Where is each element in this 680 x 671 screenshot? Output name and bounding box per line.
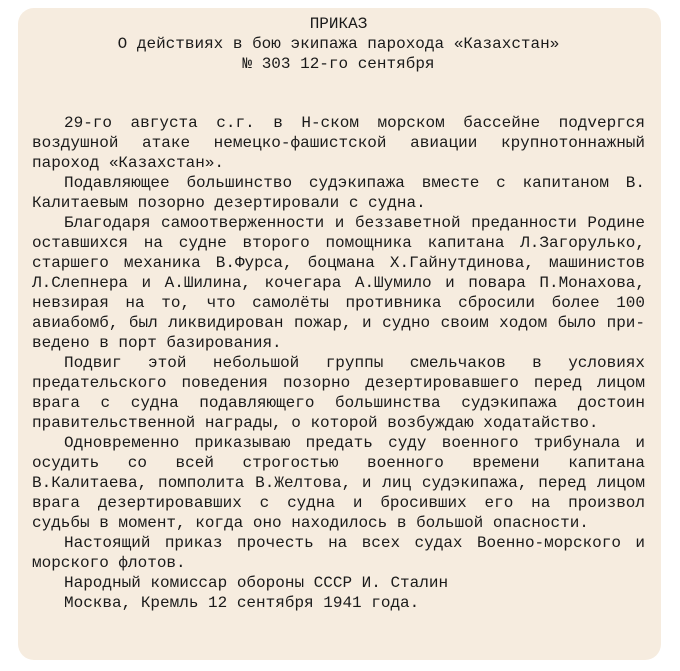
signature-line: Народный комиссар обороны СССР И. Сталин — [64, 574, 449, 592]
document-body — [32, 113, 645, 613]
paragraph-announce: Настоящий приказ прочесть на всех судах Военно-морского и морского флотов. — [32, 534, 645, 572]
paragraph-award: Подвиг этой небольшой группы смельчаков в условиях предательского поведения позорно дезертировавшего перед лицом врага с судна подавляющего большинства судэкипажа достоин правительственной награды, о которой возбуждаю ходатайство. — [32, 354, 645, 432]
order-document — [18, 8, 661, 660]
document-subtitle: О действиях в бою экипажа парохода «Казахстан» — [117, 35, 560, 53]
paragraph-heroes: Благодаря самоотверженности и беззаветной преданности Родине оставшихся на судне второго помощника капитана Л.Загорулько, старшего механика В.Фурса, боцмана Х.Гайнутдинова, машинистов Л.Слепнера и А.Шилина, кочегара А.Шумило и повара П.Монахова, невзирая на то, что самолёты противника сбросили более 100 авиабомб, был ликвидирован пожар, и судно своим ходом было приведено в порт базирования. — [32, 214, 645, 352]
place-date-line: Москва, Кремль 12 сентября 1941 года. — [64, 594, 420, 612]
document-number-date: № 303 12-го сентября — [242, 55, 435, 73]
document-title: ПРИКАЗ — [309, 15, 368, 33]
paragraph-tribunal: Одновременно приказываю предать суду военного трибунала и осудить со всей строгостью военного времени капитана В.Калитаева, помполита В.Желтова, и лиц судэкипажа, перед лицом врага дезертировавших с судна и бросивших его на произвол судьбы в момент, когда оно находилось в большой опасности. — [32, 434, 645, 532]
document-header — [32, 14, 645, 74]
paragraph-attack: 29-го августа с.г. в Н-ском морском бассейне подvергся воздушной атаке немецко-фашистской авиации крупнотоннажный пароход «Казахстан». — [32, 114, 645, 172]
paragraph-desertion: Подавляющее большинство судэкипажа вместе с капитаном В. Калитаевым позорно дезертировали с судна. — [32, 174, 645, 212]
